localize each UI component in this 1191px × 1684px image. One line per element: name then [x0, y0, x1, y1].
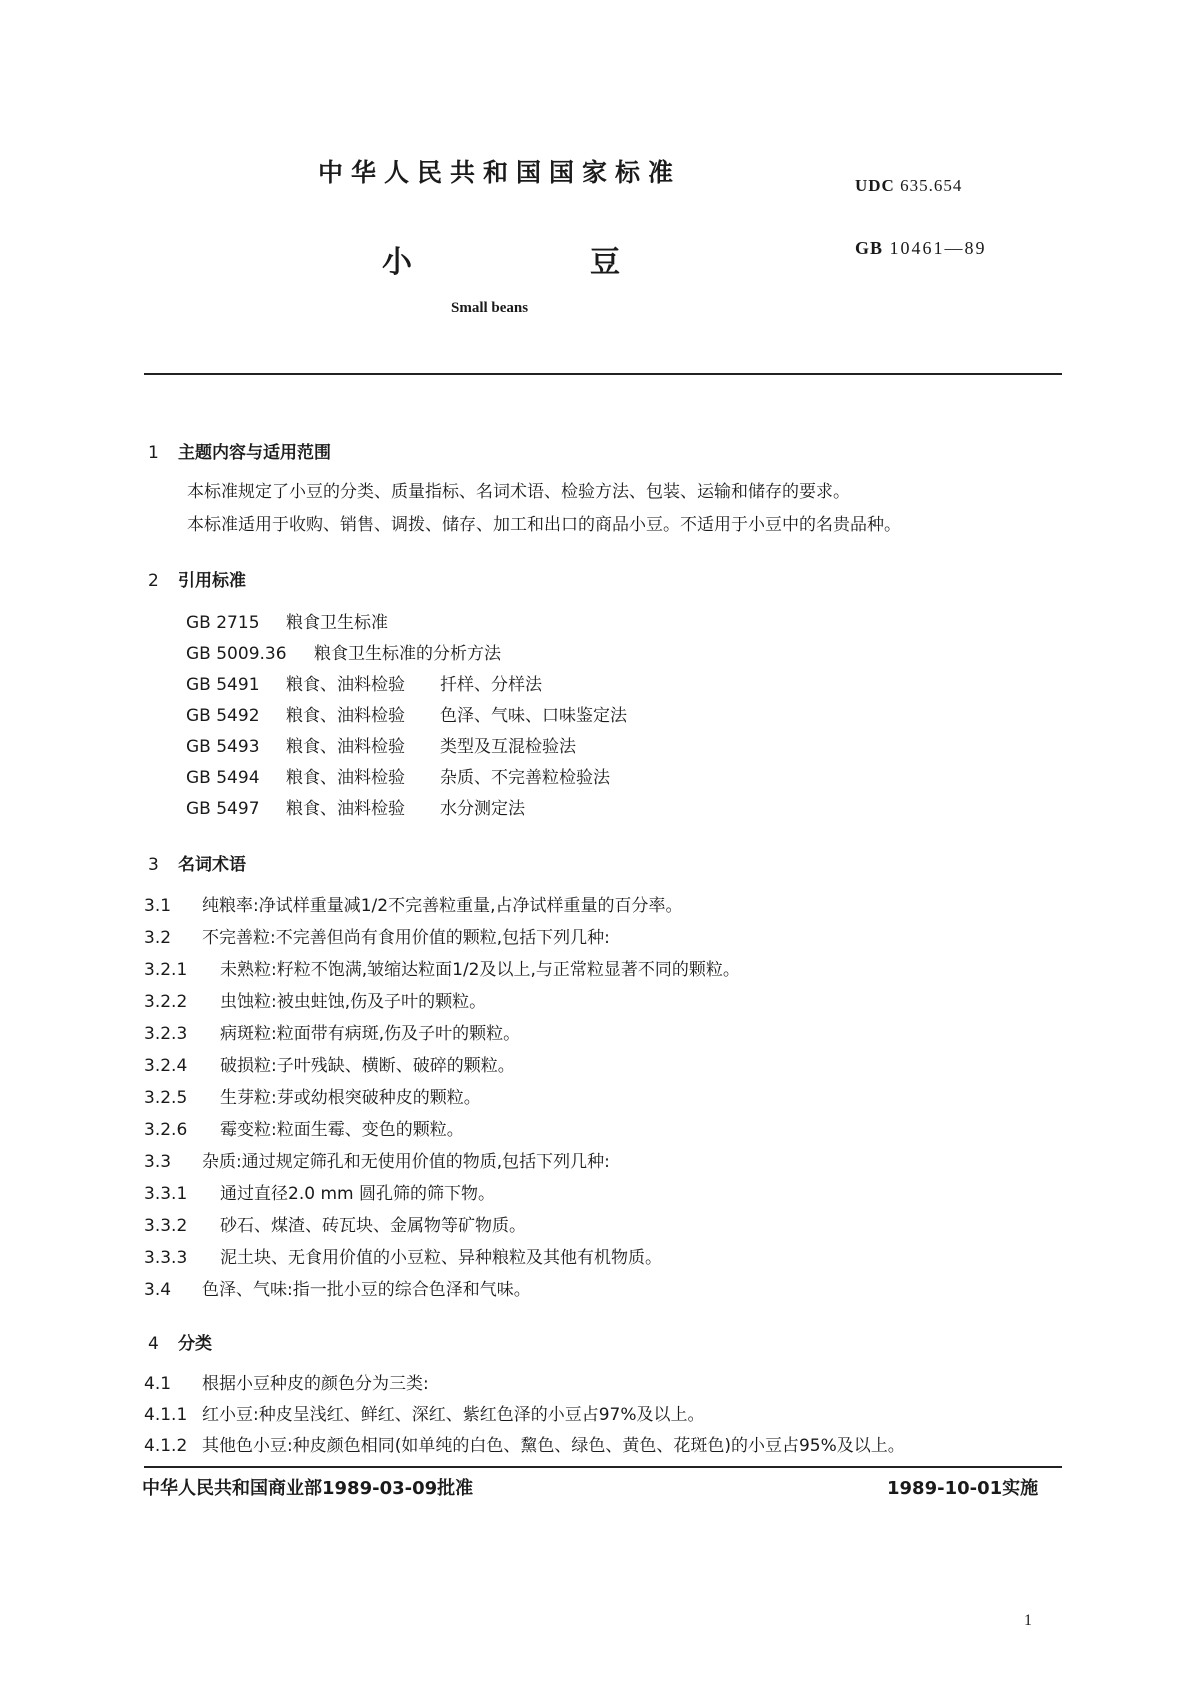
clause-text: 红小豆:种皮呈浅红、鲜红、深红、紫红色泽的小豆占97%及以上。 — [202, 1405, 705, 1425]
clause-number: 3.3 — [144, 1152, 172, 1172]
reference-code: GB 5009.36 — [186, 644, 287, 664]
clause-text: 其他色小豆:种皮颜色相同(如单纯的白色、黧色、绿色、黄色、花斑色)的小豆占95%及以上。 — [202, 1436, 905, 1456]
header-divider — [144, 373, 1062, 375]
clause-text: 虫蚀粒:被虫蛀蚀,伤及子叶的颗粒。 — [220, 992, 487, 1012]
reference-item — [186, 770, 610, 787]
reference-name: 粮食、油料检验 — [286, 706, 405, 726]
standard-category-title: 中华人民共和国国家标准 — [318, 158, 682, 187]
clause-text: 泥土块、无食用价值的小豆粒、异种粮粒及其他有机物质。 — [220, 1248, 662, 1268]
reference-name: 粮食卫生标准 — [286, 613, 388, 633]
clause-item — [144, 1218, 526, 1235]
clause-item — [144, 1250, 662, 1267]
clause-number: 3.2.2 — [144, 992, 188, 1012]
clause-text: 根据小豆种皮的颜色分为三类: — [202, 1374, 429, 1394]
clause-text: 霉变粒:粒面生霉、变色的颗粒。 — [220, 1120, 464, 1140]
clause-item — [144, 1090, 481, 1107]
clause-item — [144, 1438, 905, 1455]
section-4-heading — [148, 1329, 212, 1354]
gb-label: GB — [855, 238, 884, 258]
clause-text: 通过直径2.0 mm 圆孔筛的筛下物。 — [220, 1184, 495, 1204]
clause-item — [144, 994, 486, 1011]
section-4-number: 4 — [148, 1334, 159, 1354]
clause-text: 色泽、气味:指一批小豆的综合色泽和气味。 — [202, 1280, 531, 1300]
english-title: Small beans — [451, 300, 529, 316]
clause-number: 3.2.5 — [144, 1088, 188, 1108]
doc-title-char-1: 小 — [382, 245, 412, 280]
clause-text: 未熟粒:籽粒不饱满,皱缩达粒面1/2及以上,与正常粒显著不同的颗粒。 — [220, 960, 740, 980]
section-4-title: 分类 — [178, 1334, 212, 1354]
clause-text: 不完善粒:不完善但尚有食用价值的颗粒,包括下列几种: — [202, 928, 610, 948]
reference-name: 粮食、油料检验 — [286, 675, 405, 695]
clause-text: 砂石、煤渣、砖瓦块、金属物等矿物质。 — [220, 1216, 526, 1236]
reference-item — [186, 615, 388, 632]
reference-name: 粮食、油料检验 — [286, 768, 405, 788]
clause-item — [144, 1122, 464, 1139]
clause-number: 3.3.3 — [144, 1248, 188, 1268]
gb-value: 10461—89 — [889, 238, 987, 258]
clause-text: 破损粒:子叶残缺、横断、破碎的颗粒。 — [220, 1056, 515, 1076]
clause-text: 生芽粒:芽或幼根突破种皮的颗粒。 — [220, 1088, 481, 1108]
reference-name: 粮食、油料检验 — [286, 737, 405, 757]
section-3-heading — [148, 850, 246, 875]
section-2-number: 2 — [148, 571, 159, 591]
clause-number: 4.1.1 — [144, 1405, 188, 1425]
clause-number: 3.3.1 — [144, 1184, 188, 1204]
clause-number: 3.1 — [144, 896, 172, 916]
clause-number: 3.2.4 — [144, 1056, 188, 1076]
reference-code: GB 2715 — [186, 613, 260, 633]
reference-method: 色泽、气味、口味鉴定法 — [440, 706, 627, 726]
reference-method: 水分测定法 — [440, 799, 525, 819]
reference-code: GB 5493 — [186, 737, 260, 757]
clause-item — [144, 930, 610, 947]
reference-code: GB 5491 — [186, 675, 260, 695]
clause-number: 3.2.3 — [144, 1024, 188, 1044]
clause-number: 3.2.1 — [144, 960, 188, 980]
reference-code: GB 5494 — [186, 768, 260, 788]
clause-text: 纯粮率:净试样重量减1/2不完善粒重量,占净试样重量的百分率。 — [202, 896, 683, 916]
section-1-paragraph-1: 本标准规定了小豆的分类、质量指标、名词术语、检验方法、包装、运输和储存的要求。 — [187, 482, 850, 502]
clause-item — [144, 1186, 495, 1203]
clause-number: 4.1.2 — [144, 1436, 188, 1456]
gb-standard-number — [855, 238, 987, 259]
clause-number: 3.3.2 — [144, 1216, 188, 1236]
clause-number: 4.1 — [144, 1374, 172, 1394]
footer-divider — [144, 1466, 1062, 1468]
clause-text: 病斑粒:粒面带有病斑,伤及子叶的颗粒。 — [220, 1024, 521, 1044]
reference-method: 扦样、分样法 — [440, 675, 542, 695]
udc-label: UDC — [855, 176, 895, 195]
reference-name: 粮食卫生标准的分析方法 — [314, 644, 501, 664]
section-2-heading — [148, 566, 246, 591]
section-1-title: 主题内容与适用范围 — [178, 443, 331, 463]
udc-code — [855, 176, 962, 196]
clause-item — [144, 898, 683, 915]
clause-item — [144, 1026, 520, 1043]
clause-number: 3.2.6 — [144, 1120, 188, 1140]
reference-item — [186, 739, 576, 756]
clause-item — [144, 1407, 705, 1424]
reference-code: GB 5497 — [186, 799, 260, 819]
section-2-title: 引用标准 — [178, 571, 246, 591]
doc-title-char-2: 豆 — [590, 245, 620, 280]
reference-name: 粮食、油料检验 — [286, 799, 405, 819]
page-number: 1 — [1024, 1612, 1032, 1629]
clause-item — [144, 1154, 610, 1171]
reference-method: 类型及互混检验法 — [440, 737, 576, 757]
approval-statement: 中华人民共和国商业部1989-03-09批准 — [142, 1478, 474, 1499]
reference-item — [186, 708, 627, 725]
section-1-number: 1 — [148, 443, 159, 463]
section-3-title: 名词术语 — [178, 855, 246, 875]
clause-text: 杂质:通过规定筛孔和无使用价值的物质,包括下列几种: — [202, 1152, 610, 1172]
clause-item — [144, 1058, 515, 1075]
reference-item — [186, 801, 525, 818]
reference-method: 杂质、不完善粒检验法 — [440, 768, 610, 788]
clause-number: 3.4 — [144, 1280, 172, 1300]
section-3-number: 3 — [148, 855, 159, 875]
clause-item — [144, 1282, 531, 1299]
reference-item — [186, 677, 542, 694]
reference-item — [186, 646, 501, 663]
clause-item — [144, 1376, 429, 1393]
implementation-date: 1989-10-01实施 — [887, 1478, 1039, 1499]
udc-value: 635.654 — [900, 176, 963, 195]
section-1-paragraph-2: 本标准适用于收购、销售、调拨、储存、加工和出口的商品小豆。不适用于小豆中的名贵品种。 — [187, 515, 901, 535]
clause-item — [144, 962, 740, 979]
reference-code: GB 5492 — [186, 706, 260, 726]
clause-number: 3.2 — [144, 928, 172, 948]
section-1-heading — [148, 438, 331, 463]
